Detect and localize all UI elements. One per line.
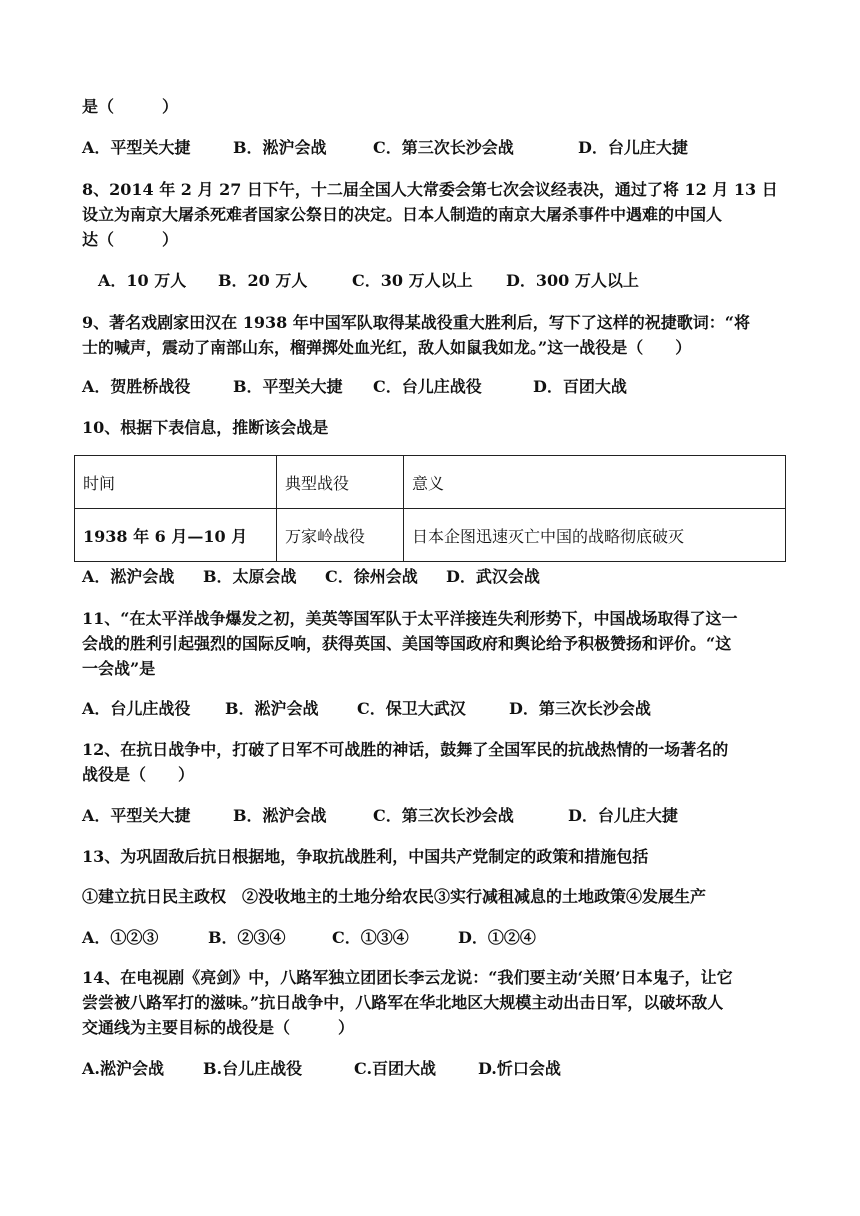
table-header-battle: 典型战役	[277, 456, 404, 509]
q14-option-b: B.台儿庄战役	[203, 1059, 303, 1078]
q8-option-c: C．30 万人以上	[352, 271, 473, 290]
table-cell-time: 1938 年 6 月—10 月	[75, 509, 277, 562]
q8-stem-line3: 达（ ）	[82, 230, 179, 249]
q13-option-a: A．①②③	[82, 928, 159, 947]
q13-option-c: C．①③④	[332, 928, 409, 947]
q7-stem: 是（ ）	[82, 97, 179, 116]
q9-option-d: D．百团大战	[533, 377, 627, 396]
q14-stem-line1: 14、在电视剧《亮剑》中，八路军独立团团长李云龙说：“我们要主动‘关照’日本鬼子，让它	[82, 968, 733, 987]
q14-stem-line3: 交通线为主要目标的战役是（ ）	[82, 1018, 355, 1037]
q11-stem-line1: 11、“在太平洋战争爆发之初，美英等国军队于太平洋接连失利形势下，中国战场取得了这一	[82, 609, 738, 628]
q13-option-b: B．②③④	[208, 928, 286, 947]
q13-stem-line1: 13、为巩固敌后抗日根据地，争取抗战胜利，中国共产党制定的政策和措施包括	[82, 847, 649, 866]
q10-option-c: C．徐州会战	[325, 567, 418, 586]
q8-option-b: B．20 万人	[218, 271, 308, 290]
q14-option-a: A.淞沪会战	[82, 1059, 164, 1078]
q13-stem-line2: ①建立抗日民主政权 ②没收地主的土地分给农民③实行减租减息的土地政策④发展生产	[82, 887, 707, 906]
q8-option-d: D．300 万人以上	[506, 271, 639, 290]
q10-info-table	[74, 455, 786, 562]
q10-option-a: A．淞沪会战	[82, 567, 175, 586]
q10-stem: 10、根据下表信息，推断该会战是	[82, 418, 329, 437]
q10-option-d: D．武汉会战	[446, 567, 540, 586]
q9-stem-line2: 士的喊声，震动了南部山东，榴弹掷处血光红，敌人如鼠我如龙。”这一战役是（ ）	[82, 338, 692, 357]
q13-option-d: D．①②④	[458, 928, 536, 947]
q11-option-c: C．保卫大武汉	[357, 699, 466, 718]
q7-option-c: C．第三次长沙会战	[373, 138, 514, 157]
q11-stem-line2: 会战的胜利引起强烈的国际反响，获得英国、美国等国政府和舆论给予积极赞扬和评价。“这	[82, 634, 732, 653]
q12-option-a: A．平型关大捷	[82, 806, 191, 825]
table-cell-significance: 日本企图迅速灭亡中国的战略彻底破灭	[404, 509, 786, 562]
table-row	[75, 509, 786, 562]
q12-option-b: B．淞沪会战	[233, 806, 327, 825]
q9-option-a: A．贺胜桥战役	[82, 377, 191, 396]
q11-option-a: A．台儿庄战役	[82, 699, 191, 718]
q9-option-c: C．台儿庄战役	[373, 377, 482, 396]
table-header-significance: 意义	[404, 456, 786, 509]
q12-stem-line2: 战役是（ ）	[82, 765, 195, 784]
q11-option-d: D．第三次长沙会战	[509, 699, 651, 718]
q14-option-d: D.忻口会战	[478, 1059, 561, 1078]
q12-stem-line1: 12、在抗日战争中，打破了日军不可战胜的神话，鼓舞了全国军民的抗战热情的一场著名的	[82, 740, 729, 759]
q14-stem-line2: 尝尝被八路军打的滋味。”抗日战争中，八路军在华北地区大规模主动出击日军，以破坏敌人	[82, 993, 724, 1012]
q9-stem-line1: 9、著名戏剧家田汉在 1938 年中国军队取得某战役重大胜利后，写下了这样的祝捷歌词：“将	[82, 313, 751, 332]
q12-option-c: C．第三次长沙会战	[373, 806, 514, 825]
q10-option-b: B．太原会战	[203, 567, 297, 586]
q9-option-b: B．平型关大捷	[233, 377, 343, 396]
q7-option-b: B．淞沪会战	[233, 138, 327, 157]
q14-option-c: C.百团大战	[354, 1059, 437, 1078]
table-cell-battle: 万家岭战役	[277, 509, 404, 562]
q11-option-b: B．淞沪会战	[225, 699, 319, 718]
q8-option-a: A．10 万人	[98, 271, 187, 290]
table-header-row	[75, 456, 786, 509]
q8-stem-line2: 设立为南京大屠杀死难者国家公祭日的决定。日本人制造的南京大屠杀事件中遇难的中国人	[82, 205, 723, 224]
q7-option-a: A．平型关大捷	[82, 138, 191, 157]
q11-stem-line3: 一会战”是	[82, 659, 156, 678]
q8-stem-line1: 8、2014 年 2 月 27 日下午，十二届全国人大常委会第七次会议经表决，通过了将 12 月 13 日	[82, 180, 778, 199]
q12-option-d: D．台儿庄大捷	[568, 806, 678, 825]
table-header-time: 时间	[75, 456, 277, 509]
q7-option-d: D．台儿庄大捷	[578, 138, 688, 157]
